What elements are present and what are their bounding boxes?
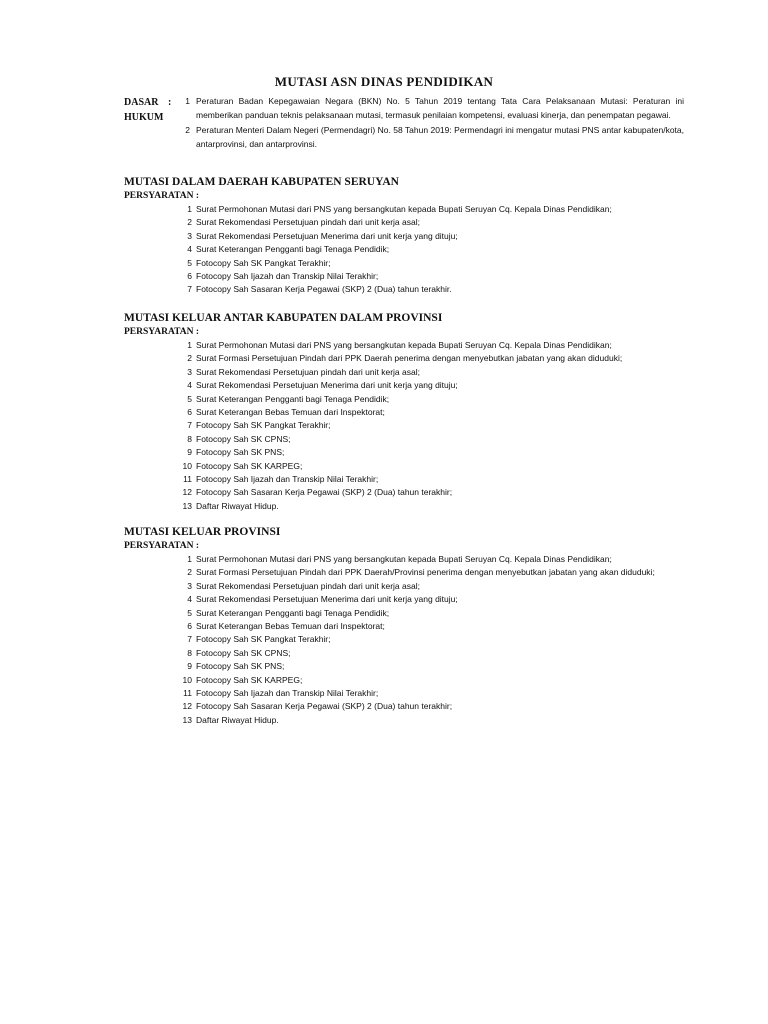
list-item-number: 6 [187, 270, 192, 281]
list-item-number: 13 [182, 714, 192, 725]
list-item-text: Fotocopy Sah Ijazah dan Transkip Nilai Terakhir; [196, 687, 379, 698]
dasar-hukum-item [180, 95, 684, 122]
requirements-list [124, 203, 684, 297]
section-mutasi-keluar-antar-kabupaten [124, 311, 684, 513]
list-item-text: Surat Rekomendasi Persetujuan Menerima dari unit kerja yang dituju; [196, 594, 458, 605]
list-item-number: 6 [187, 406, 192, 417]
list-item-number: 3 [187, 230, 192, 241]
list-item-number: 11 [183, 473, 192, 484]
list-item [124, 406, 684, 419]
list-item-number: 11 [183, 687, 192, 698]
document-title: MUTASI ASN DINAS PENDIDIKAN [274, 74, 494, 89]
list-item [124, 257, 684, 270]
list-item-text: Fotocopy Sah SK PNS; [196, 447, 285, 458]
list-item-text: Surat Permohonan Mutasi dari PNS yang bersangkutan kepada Bupati Seruyan Cq. Kepala Dinas Pendidikan; [196, 554, 612, 564]
list-item-text: Surat Rekomendasi Persetujuan pindah dari unit kerja asal; [196, 366, 420, 377]
list-item-number: 1 [187, 340, 192, 350]
list-item [124, 230, 684, 243]
list-item-number: 5 [187, 393, 192, 404]
list-item [124, 270, 684, 283]
list-item-text: Surat Formasi Persetujuan Pindah dari PPK Daerah penerima dengan menyebutkan jabatan yang akan diduduki; [196, 353, 623, 364]
list-item-text: Daftar Riwayat Hidup. [196, 714, 279, 725]
list-item-number: 2 [187, 353, 192, 364]
list-item-number: 2 [187, 567, 192, 578]
list-item-text: Fotocopy Sah Ijazah dan Transkip Nilai Terakhir; [196, 473, 379, 484]
list-item [124, 366, 684, 379]
list-item-text: Surat Rekomendasi Persetujuan pindah dari unit kerja asal; [196, 217, 420, 228]
section-heading: MUTASI DALAM DAERAH KABUPATEN SERUYAN [124, 176, 399, 188]
list-item [124, 433, 684, 446]
dasar-hukum-label-line1: DASAR [124, 97, 159, 108]
list-item [124, 620, 684, 633]
list-item-number: 8 [187, 433, 192, 444]
list-item [124, 566, 684, 579]
list-item [124, 500, 684, 513]
list-item [124, 553, 684, 566]
list-item-number: 8 [187, 647, 192, 658]
list-item [124, 216, 684, 229]
list-item-text: Surat Formasi Persetujuan Pindah dari PPK Daerah/Provinsi penerima dengan menyebutkan jabatan yang akan diduduki; [196, 567, 655, 578]
list-item-number: 4 [187, 244, 192, 255]
list-item-text: Fotocopy Sah Sasaran Kerja Pegawai (SKP) 2 (Dua) tahun terakhir; [196, 701, 453, 712]
list-item-text: Fotocopy Sah SK Pangkat Terakhir; [196, 257, 331, 268]
list-item-text: Fotocopy Sah Ijazah dan Transkip Nilai Terakhir; [196, 270, 379, 281]
list-item-text: Surat Keterangan Bebas Temuan dari Inspektorat; [196, 620, 385, 631]
list-item-text: Surat Permohonan Mutasi dari PNS yang bersangkutan kepada Bupati Seruyan Cq. Kepala Dinas Pendidikan; [196, 204, 612, 214]
dasar-hukum-label [124, 95, 168, 125]
list-item-number: 1 [187, 204, 192, 214]
list-item-number: 9 [187, 447, 192, 458]
dasar-hukum-item-number: 2 [185, 125, 190, 135]
list-item-number: 12 [182, 701, 192, 712]
list-item [124, 580, 684, 593]
list-item [124, 379, 684, 392]
list-item-text: Fotocopy Sah SK Pangkat Terakhir; [196, 634, 331, 645]
list-item-number: 2 [187, 217, 192, 228]
list-item-number: 7 [187, 420, 192, 431]
list-item-text: Fotocopy Sah SK PNS; [196, 661, 285, 672]
list-item [124, 339, 684, 352]
list-item-number: 10 [182, 460, 192, 471]
list-item [124, 283, 684, 296]
dasar-hukum-item-number: 1 [185, 96, 190, 106]
list-item-text: Surat Keterangan Pengganti bagi Tenaga Pendidik; [196, 607, 390, 618]
list-item-number: 6 [187, 620, 192, 631]
section-mutasi-keluar-provinsi [124, 525, 684, 727]
list-item-text: Fotocopy Sah SK Pangkat Terakhir; [196, 420, 331, 431]
list-item-number: 4 [187, 594, 192, 605]
list-item-text: Fotocopy Sah SK KARPEG; [196, 460, 303, 471]
list-item-number: 7 [187, 284, 192, 295]
list-item-text: Surat Permohonan Mutasi dari PNS yang bersangkutan kepada Bupati Seruyan Cq. Kepala Dinas Pendidikan; [196, 340, 612, 350]
list-item [124, 352, 684, 365]
list-item-number: 13 [182, 500, 192, 511]
list-item [124, 607, 684, 620]
list-item-number: 3 [187, 580, 192, 591]
list-item-number: 7 [187, 634, 192, 645]
list-item [124, 687, 684, 700]
list-item-number: 10 [182, 674, 192, 685]
list-item-text: Surat Rekomendasi Persetujuan Menerima dari unit kerja yang dituju; [196, 230, 458, 241]
list-item-number: 5 [187, 257, 192, 268]
list-item-text: Surat Keterangan Pengganti bagi Tenaga Pendidik; [196, 244, 390, 255]
section-subheading: PERSYARATAN : [124, 327, 200, 337]
list-item-number: 5 [187, 607, 192, 618]
list-item [124, 486, 684, 499]
list-item-number: 1 [187, 554, 192, 564]
requirements-list [124, 553, 684, 727]
dasar-hukum-item-text: Peraturan Menteri Dalam Negeri (Permendagri) No. 58 Tahun 2019: Permendagri ini mengatur mutasi PNS antar kabupaten/kota, antarprovinsi, dan antarprovinsi. [196, 125, 684, 149]
list-item-number: 9 [187, 661, 192, 672]
dasar-hukum-colon: : [168, 97, 172, 108]
list-item [124, 446, 684, 459]
list-item-text: Surat Keterangan Bebas Temuan dari Inspektorat; [196, 406, 385, 417]
section-heading: MUTASI KELUAR ANTAR KABUPATEN DALAM PROVINSI [124, 312, 443, 324]
list-item [124, 593, 684, 606]
list-item [124, 714, 684, 727]
section-mutasi-dalam-daerah [124, 175, 684, 297]
list-item [124, 393, 684, 406]
dasar-hukum-label-line2: HUKUM [124, 112, 164, 123]
list-item [124, 419, 684, 432]
dasar-hukum-item [180, 124, 684, 151]
list-item [124, 473, 684, 486]
list-item-number: 4 [187, 380, 192, 391]
requirements-list [124, 339, 684, 513]
list-item [124, 460, 684, 473]
list-item [124, 700, 684, 713]
list-item [124, 203, 684, 216]
list-item-text: Daftar Riwayat Hidup. [196, 500, 279, 511]
list-item-number: 12 [182, 487, 192, 498]
list-item-number: 3 [187, 366, 192, 377]
list-item-text: Surat Rekomendasi Persetujuan pindah dari unit kerja asal; [196, 580, 420, 591]
list-item [124, 647, 684, 660]
dasar-hukum-item-text: Peraturan Badan Kepegawaian Negara (BKN) No. 5 Tahun 2019 tentang Tata Cara Pelaksanaan Mutasi: Peraturan ini memberikan panduan teknis pelaksanaan mutasi, termasuk penilaian kompetensi, evaluasi kinerja, dan penempatan pegawai. [196, 96, 684, 120]
list-item [124, 660, 684, 673]
list-item-text: Fotocopy Sah SK CPNS; [196, 647, 291, 658]
list-item [124, 243, 684, 256]
section-heading: MUTASI KELUAR PROVINSI [124, 526, 281, 538]
list-item-text: Surat Keterangan Pengganti bagi Tenaga Pendidik; [196, 393, 390, 404]
list-item-text: Fotocopy Sah SK KARPEG; [196, 674, 303, 685]
list-item [124, 633, 684, 646]
list-item [124, 674, 684, 687]
list-item-text: Fotocopy Sah SK CPNS; [196, 433, 291, 444]
section-subheading: PERSYARATAN : [124, 191, 200, 201]
section-subheading: PERSYARATAN : [124, 541, 200, 551]
list-item-text: Fotocopy Sah Sasaran Kerja Pegawai (SKP) 2 (Dua) tahun terakhir. [196, 284, 452, 295]
dasar-hukum-list [180, 95, 684, 153]
list-item-text: Fotocopy Sah Sasaran Kerja Pegawai (SKP) 2 (Dua) tahun terakhir; [196, 487, 453, 498]
list-item-text: Surat Rekomendasi Persetujuan Menerima dari unit kerja yang dituju; [196, 380, 458, 391]
